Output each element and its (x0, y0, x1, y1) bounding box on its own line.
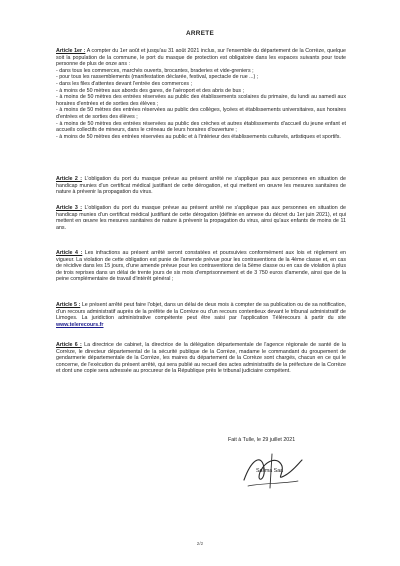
article-1-text: A compter du 1er août et jusqu'au 31 août 2021 inclus, sur l'ensemble du département de la Corrèze, quelque soit la population de la commune, le port du masque de protection est obligatoire dans les espaces suivants pour toute personne de plus de onze ans : (56, 48, 346, 68)
article-4-label: Article 4 : (56, 250, 83, 256)
telerecours-link[interactable]: www.telerecours.fr (56, 321, 104, 328)
article-5-label: Article 5 : (56, 302, 81, 308)
article-3-label: Article 3 : (56, 205, 83, 211)
article-1-item: - à moins de 50 mètres des entrées réservées au public des crèches et autres établissements d'accueil du jeune enfant et accueils collectifs de mineurs, dans le créneau de leurs horaires d'ouverture ; (56, 120, 346, 134)
article-6-label: Article 6 : (56, 342, 82, 348)
article-2-label: Article 2 : (56, 176, 83, 182)
page-number: 2/2 (196, 541, 204, 546)
signatory-name: Salima Saa (256, 468, 284, 474)
article-5-text: Le présent arrêté peut faire l'objet, dans un délai de deux mois à compter de sa publication ou de sa notification, d'un recours administratif auprès de la préfète de la Corrèze ou d'un recours contentieux devant le tribunal administratif de Limoges. La juridiction administrative compétente peut être saisi par l'application Télérecours à partir du site (56, 302, 346, 322)
article-1-item: - à moins de 50 mètres des entrées réservées au public des établissements scolaires du primaire, du lundi au samedi aux horaires d'entrées et de sorties des élèves ; (56, 94, 346, 107)
article-4 (56, 250, 346, 283)
article-1 (56, 48, 346, 140)
article-1-item: - dans les files d'attentes devant l'entrée des commerces ; (56, 80, 192, 87)
article-1-item: - à moins de 50 mètres des entrées réservées au public et à l'intérieur des établissements culturels, artistiques et sportifs. (56, 133, 341, 140)
article-1-label: Article 1er : (56, 48, 86, 54)
document-title: ARRETE (185, 30, 215, 37)
article-1-item: - dans tous les commerces, marchés ouverts, brocantes, braderies et vide-greniers ; (56, 67, 254, 74)
article-1-item: - pour tous les rassemblements (manifestation déclarée, festival, spectacle de rue ...) ; (56, 74, 259, 81)
article-3 (56, 205, 346, 231)
article-1-item: - à moins de 50 mètres des entrées réservées au public des collèges, lycées et établissements universitaires, aux horaires d'entrées et de sorties des élèves ; (56, 107, 346, 120)
article-1-item: - à moins de 50 mètres aux abords des gares, de l'aéroport et des abris de bus ; (56, 87, 244, 94)
article-2-text: L'obligation du port du masque prévue au présent arrêté ne s'applique pas aux personnes en situation de handicap munies d'un certificat médical justifiant de cette dérogation, et qui mettent en œuvre les mesures sanitaires de nature à prévenir la propagation du virus. (56, 176, 346, 196)
signature-place-date: Fait à Tulle, le 29 juillet 2021 (228, 437, 296, 443)
article-6-text: La directrice de cabinet, la directrice de la délégation départementale de l'agence régionale de santé de la Corrèze, le directeur départemental de la sécurité publique de la Corrèze, madame le commandant du groupement de gendarmerie départementale de la Corrèze, les maires du département de la Corrèze sont chargés, chacun en ce qui le concerne, de l'exécution du présent arrêté, qui sera publié au recueil des actes administratifs de la préfecture de la Corrèze et dont une copie sera adressée au procureur de la République près le tribunal judiciaire compétent. (56, 342, 346, 375)
article-3-text: L'obligation du port du masque prévue au présent arrêté ne s'applique pas aux personnes en situation de handicap munies d'un certificat médical justifiant de cette dérogation (définie en annexe du décret du 1er juin 2021), et qui mettent en œuvre les mesures sanitaires de nature à prévenir la propagation du virus, ainsi qu'aux enfants de moins de 11 ans. (56, 205, 346, 231)
article-2 (56, 176, 346, 196)
article-4-text: Les infractions au présent arrêté seront constatées et poursuivies conformément aux lois et règlement en vigueur. La violation de cette obligation est punie de l'amende prévue pour les contraventions de la 4ème classe et, en cas de récidive dans les 15 jours, d'une amende prévue pour les contraventions de la 5ème classe ou en cas de violation à plus de trois reprises dans un délai de trente jours de six mois d'emprisonnement et de 3 750 euros d'amende, ainsi que de la peine complémentaire de travail d'intérêt général ; (56, 250, 346, 283)
article-6 (56, 342, 346, 375)
article-5 (56, 302, 346, 328)
